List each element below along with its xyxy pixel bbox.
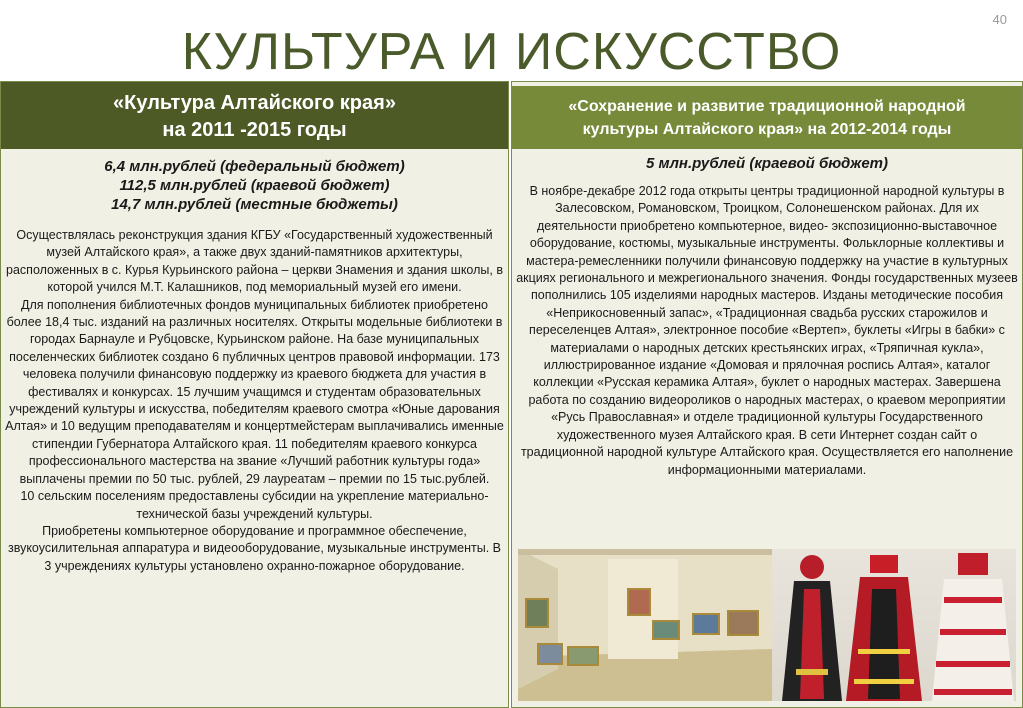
budget-federal: 6,4 млн.рублей (федеральный бюджет): [104, 158, 405, 175]
right-header-line2: культуры Алтайского края» на 2012-2014 годы: [582, 121, 952, 138]
right-program-panel: [511, 81, 1023, 708]
left-paragraph: Приобретены компьютерное оборудование и программное обеспечение, звукоусилительная аппаратура и видеооборудование, музыкальные инструменты. В 3 учреждениях культуры установлено охранно-пожарное оборудование.: [7, 523, 502, 573]
museum-gallery-illustration: [518, 549, 772, 701]
left-program-panel: [0, 81, 509, 708]
left-body-text: [5, 227, 504, 575]
left-header-line2: на 2011 -2015 годы: [162, 119, 347, 141]
museum-gallery-photo: [518, 549, 772, 701]
photo-strip: [518, 549, 1016, 701]
right-program-header: [512, 86, 1022, 149]
budget-local: 14,7 млн.рублей (местные бюджеты): [111, 196, 398, 213]
right-body-text: В ноябре-декабре 2012 года открыты центры традиционной народной культуры в Залесовском, Романовском, Троицком, Солонешенском районах. Для их деятельности приобретено компьютерное, видео- экспозиционно-выставочное оборудование, костюмы, музыкальные инструменты. Фольклорные коллективы и мастера-ремесленники получили финансовую поддержку на участие в культурных акциях регионального и межрегионального значения. Фонды государственных музеев пополнились 105 изделиями народных мастеров. Изданы методические пособия «Неприкосновенный запас», «Традиционная свадьба русских старожилов и переселенцев Алтая», электронное пособие «Вертеп», буклеты «Игры в бабки» с материалами о народных детских крестьянских играх, «Тряпичная кукла», иллюстрированное издание «Домовая и прялочная роспись Алтая», каталог коллекции «Русская керамика Алтая», буклет о народных мастерах. Завершена работа по созданию видеороликов о народных мастерах, о краевом мероприятии «Русь Православная» и отделе традиционной культуры Государственного художественного музея Алтайского края. В сети Интернет создан сайт о традиционной народной культуре Алтайского края. Осуществляется его наполнение информационными материалами.: [516, 184, 1018, 477]
left-budget-block: [1, 157, 508, 214]
left-paragraph: Для пополнения библиотечных фондов муниципальных библиотек приобретено более 18,4 тыс. изданий на различных носителях. Открыты модельные библиотеки в городах Барнауле и Рубцовске, Курьинском районе. На базе муниципальных поселенческих библиотек создано 6 публичных центров правовой информации. 173 человека получили финансовую поддержку из краевого бюджета для участия в фестивалях и конкурсах. 15 лучшим учащимся и студентам образовательных учреждений культуры и искусства, победителям краевого смотра «Юные дарования Алтая» и 10 ведущим преподавателям и концертмейстерам выплачивались именные стипендии Губернатора Алтайского края. 11 победителям краевого конкурса профессионального мастерства на звание «Лучший работник культуры года» выплачены премии по 50 тыс. рублей, 29 лауреатам – премии по 15 тыс.рублей.: [5, 297, 504, 486]
budget-regional: 112,5 млн.рублей (краевой бюджет): [119, 177, 390, 194]
left-paragraph: 10 сельским поселениям предоставлены субсидии на укрепление материально-технической базы учреждений культуры.: [20, 489, 489, 521]
folk-costumes-photo: [772, 549, 1016, 701]
left-paragraph: Осуществлялась реконструкция здания КГБУ «Государственный художественный музей Алтайского края», а также двух зданий-памятников архитектуры, расположенных в с. Курья Курьинского района – церкви Знамения и здания школы, в которой учился М.Т. Калашников, под мемориальный музей его имени.: [6, 228, 503, 295]
page-number: 40: [992, 12, 1007, 27]
page-title: КУЛЬТУРА И ИСКУССТВО: [181, 23, 842, 81]
folk-costumes-illustration: [772, 549, 1016, 701]
left-program-header: [1, 82, 508, 149]
right-header-line1: «Сохранение и развитие традиционной народной: [568, 98, 966, 115]
left-header-line1: «Культура Алтайского края»: [113, 92, 396, 114]
right-budget-line: 5 млн.рублей (краевой бюджет): [645, 155, 889, 172]
